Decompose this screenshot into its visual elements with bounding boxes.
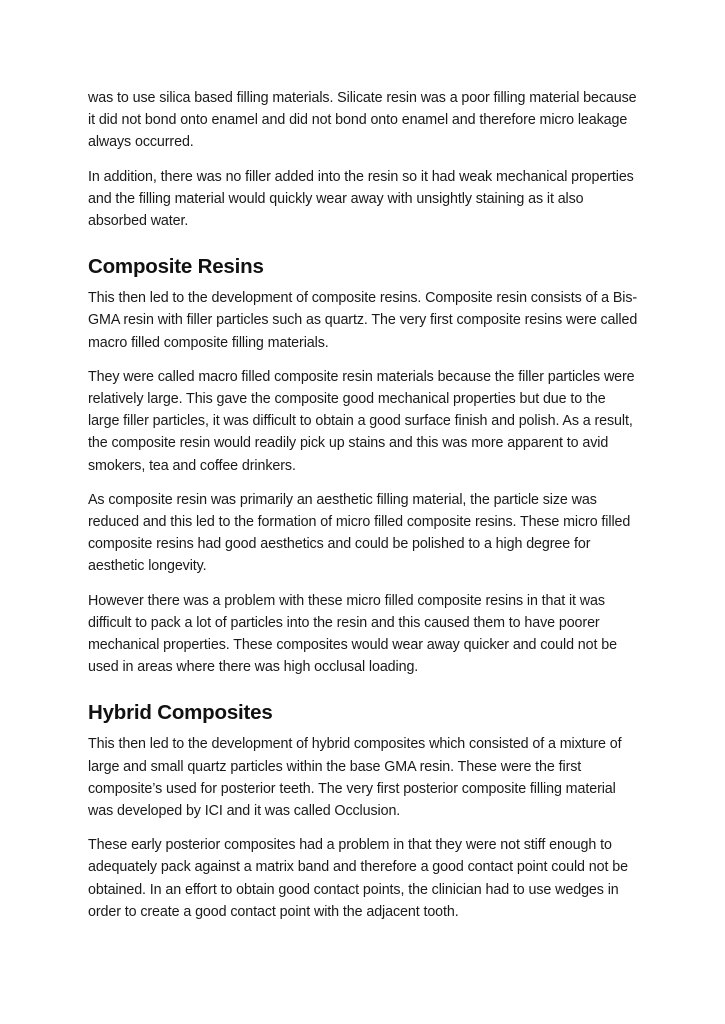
section-heading-composite-resins: Composite Resins	[88, 255, 264, 279]
composite-resins-paragraph-1: This then led to the development of composite resins. Composite resin consists of a Bis- GMA resin with filler particles such as quartz. The very first composite resins were called macro filled composite filling materials.	[88, 290, 638, 351]
document-page	[88, 87, 638, 935]
composite-resins-paragraph-3: As composite resin was primarily an aesthetic filling material, the particle size was reduced and this led to the formation of micro filled composite resins. These micro filled composite resins had good aesthetics and could be polished to a high degree for aesthetic longevity.	[88, 491, 631, 575]
composite-resins-paragraph-4: However there was a problem with these micro filled composite resins in that it was difficult to pack a lot of particles into the resin and this caused them to have poorer mechanical properties. These composites would wear away quicker and could not be used in areas where there was high occlusal loading.	[88, 592, 617, 676]
intro-paragraph-2: In addition, there was no filler added into the resin so it had weak mechanical properties and the filling material would quickly wear away with unsightly staining as it also absorbed water.	[88, 168, 634, 230]
composite-resins-paragraph-2: They were called macro filled composite resin materials because the filler particles were relatively large. This gave the composite good mechanical properties but due to the large filler particles, it was difficult to obtain a good surface finish and polish. As a result, the composite resin would readily pick up stains and this was more apparent to avid smokers, tea and coffee drinkers.	[88, 368, 635, 474]
intro-paragraph-1: was to use silica based filling materials. Silicate resin was a poor filling material because it did not bond onto enamel and did not bond onto enamel and therefore micro leakage always occurred.	[88, 90, 637, 151]
hybrid-composites-paragraph-2: These early posterior composites had a problem in that they were not stiff enough to adequately pack against a matrix band and therefore a good contact point could not be obtained. In an effort to obtain good contact points, the clinician had to use wedges in order to create a good contact point with the adjacent tooth.	[88, 837, 628, 920]
section-heading-hybrid-composites: Hybrid Composites	[88, 701, 273, 725]
hybrid-composites-paragraph-1: This then led to the development of hybrid composites which consisted of a mixture of large and small quartz particles within the base GMA resin. These were the first composite’s used for posterior teeth. The very first posterior composite filling material was developed by ICI and it was called Occlusion.	[88, 736, 622, 820]
